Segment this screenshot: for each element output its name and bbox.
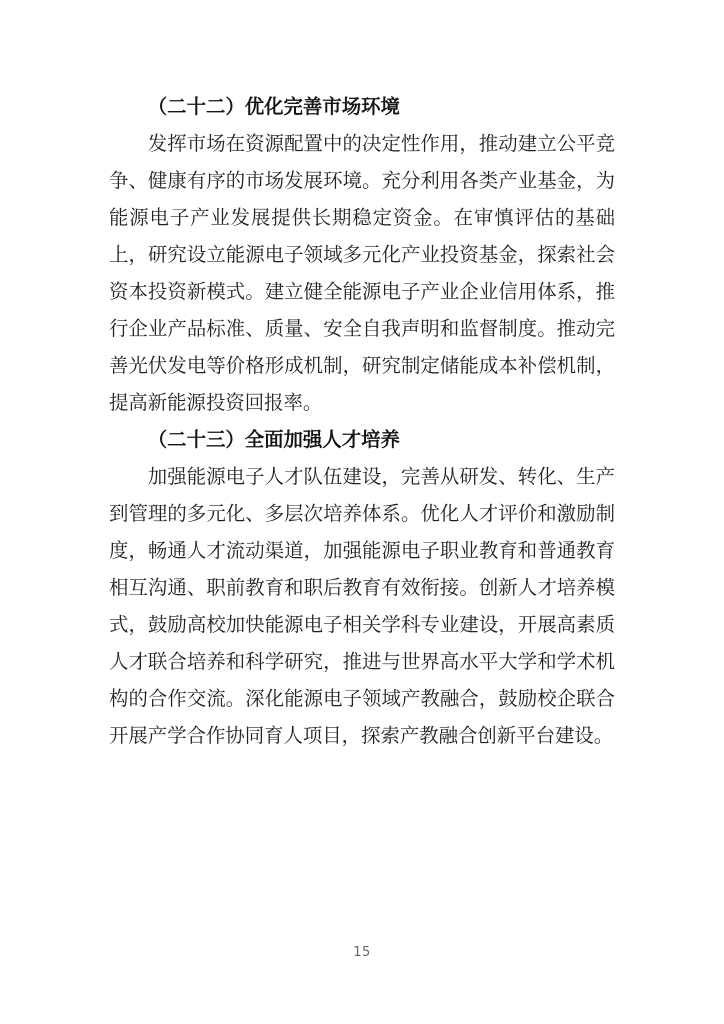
section-22-paragraph: 发挥市场在资源配置中的决定性作用，推动建立公平竞争、健康有序的市场发展环境。充分利用各类产业基金，为能源电子产业发展提供长期稳定资金。在审慎评估的基础上，研究设立能源电子领域多元化产业投资基金，探索社会资本投资新模式。建立健全能源电子产业企业信用体系，推行企业产品标准、质量、安全自我声明和监督制度。推动完善光伏发电等价格形成机制，研究制定储能成本补偿机制，提高新能源投资回报率。 xyxy=(109,132,615,414)
page-number: 15 xyxy=(353,945,371,960)
section-heading-22: （二十二）优化完善市场环境 xyxy=(147,95,400,118)
section-heading-23: （二十三）全面加强人才培养 xyxy=(147,428,400,451)
document-body xyxy=(109,88,615,754)
section-23-paragraph: 加强能源电子人才队伍建设，完善从研发、转化、生产到管理的多元化、多层次培养体系。优化人才评价和激励制度，畅通人才流动渠道，加强能源电子职业教育和普通教育相互沟通、职前教育和职后教育有效衔接。创新人才培养模式，鼓励高校加快能源电子相关学科专业建设，开展高素质人才联合培养和科学研究，推进与世界高水平大学和学术机构的合作交流。深化能源电子领域产教融合，鼓励校企联合开展产学合作协同育人项目，探索产教融合创新平台建设。 xyxy=(109,465,615,747)
page-footer xyxy=(0,941,724,960)
